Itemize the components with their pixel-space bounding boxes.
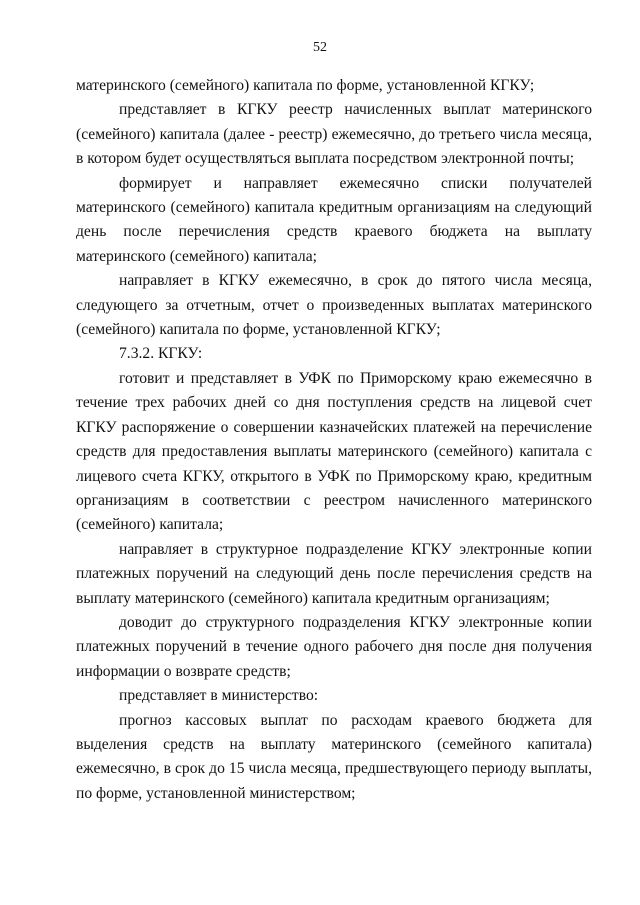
section-heading: 7.3.2. КГКУ:: [119, 345, 203, 363]
paragraph: прогноз кассовых выплат по расходам краевого бюджета для выделения средств на выплату материнского (семейного капитала) ежемесячно, в срок до 15 числа месяца, предшествующего периоду выплаты, по форме, установленной министерством;: [76, 711, 592, 802]
paragraph: направляет в КГКУ ежемесячно, в срок до пятого числа месяца, следующего за отчетным, отчет о произведенных выплатах материнского (семейного) капитала по форме, установленной КГКУ;: [76, 272, 592, 339]
document-body: [76, 74, 592, 806]
paragraph: представляет в министерство:: [119, 687, 319, 705]
paragraph: доводит до структурного подразделения КГКУ электронные копии платежных поручений в течение одного рабочего дня после дня получения информации о возврате средств;: [76, 613, 592, 680]
page-number: 52: [313, 40, 327, 55]
paragraph: направляет в структурное подразделение КГКУ электронные копии платежных поручений на следующий день после перечисления средств на выплату материнского (семейного) капитала кредитным организациям;: [76, 540, 592, 607]
paragraph: материнского (семейного) капитала по форме, установленной КГКУ;: [76, 77, 535, 94]
paragraph: представляет в КГКУ реестр начисленных выплат материнского (семейного) капитала (далее - реестр) ежемесячно, до третьего числа месяца, в котором будет осуществляться выплата посредством электронной почты;: [76, 101, 592, 168]
paragraph: готовит и представляет в УФК по Приморскому краю ежемесячно в течение трех рабочих дней со дня поступления средств на лицевой счет КГКУ распоряжение о совершении казначейских платежей на перечисление средств для предоставления выплаты материнского (семейного) капитала с лицевого счета КГКУ, открытого в УФК по Приморскому краю, кредитным организациям в соответствии с реестром начисленного материнского (семейного) капитала;: [76, 369, 592, 534]
paragraph: формирует и направляет ежемесячно списки получателей материнского (семейного) капитала кредитным организациям на следующий день после перечисления средств краевого бюджета на выплату материнского (семейного) капитала;: [76, 174, 592, 265]
